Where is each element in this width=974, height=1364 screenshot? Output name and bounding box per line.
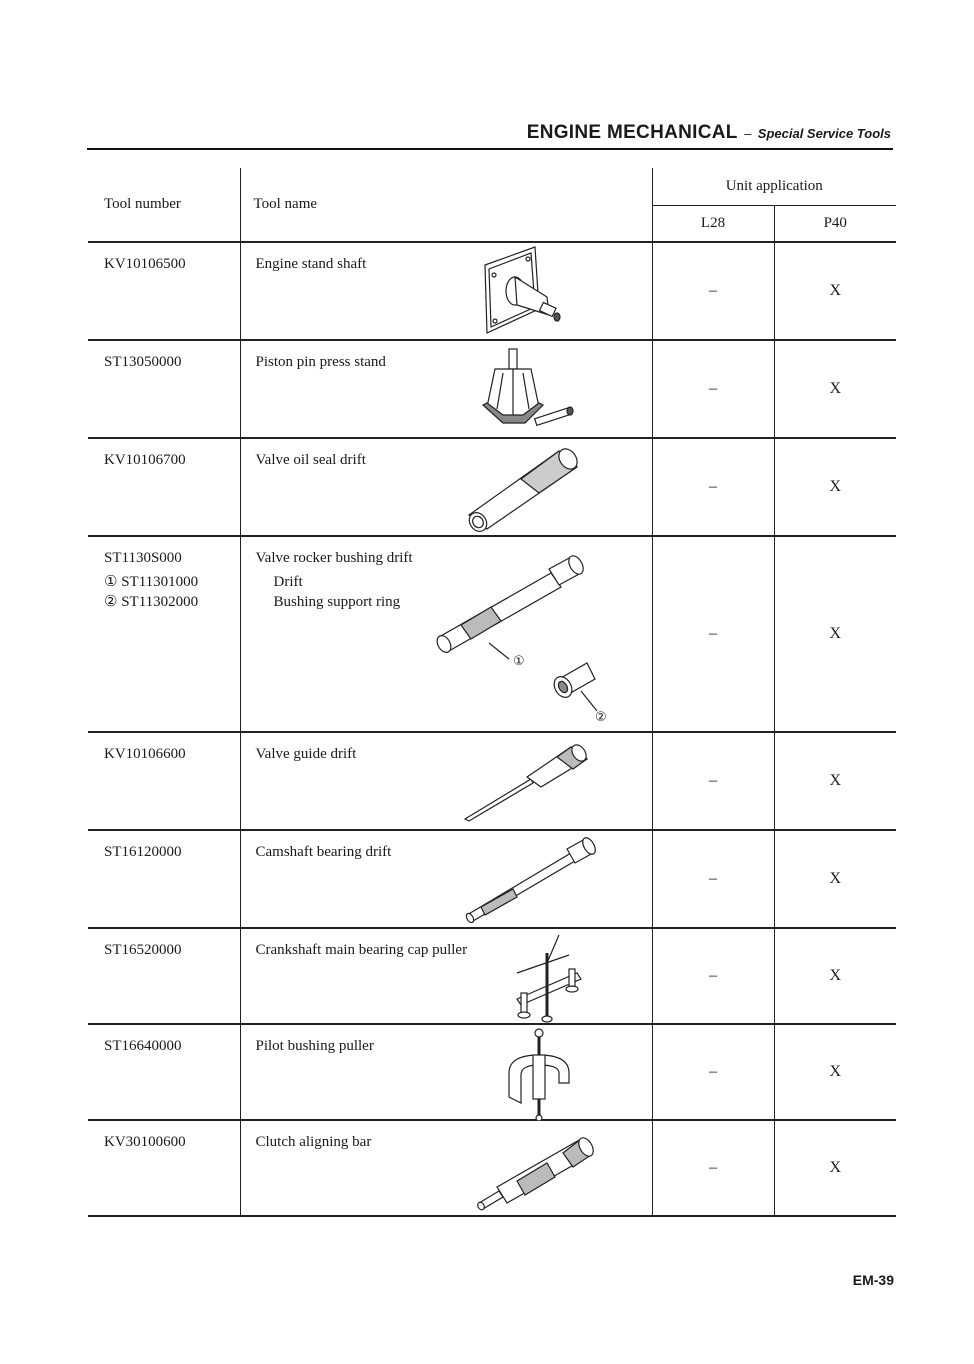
l28-value: –	[652, 438, 774, 536]
p40-value: X	[774, 928, 896, 1024]
valve-oil-seal-drift-drawing	[459, 445, 583, 533]
valve-rocker-bushing-drift-drawing	[431, 551, 621, 721]
valve-guide-drift-drawing	[461, 739, 601, 823]
tool-number: KV10106500	[88, 242, 240, 340]
section-title: ENGINE MECHANICAL	[526, 122, 738, 143]
camshaft-bearing-drift-drawing	[463, 835, 603, 923]
l28-value: –	[652, 1120, 774, 1216]
tool-name: Engine stand shaft	[255, 256, 367, 272]
table-row	[88, 1120, 896, 1216]
tool-name-cell	[240, 830, 652, 928]
l28-value: –	[652, 536, 774, 732]
tool-name: Camshaft bearing drift	[255, 844, 392, 860]
callout-1: ①	[512, 654, 525, 669]
table-row	[88, 830, 896, 928]
table-row	[88, 340, 896, 438]
col-header-p40: P40	[774, 206, 896, 243]
section-subtitle: Special Service Tools	[757, 126, 891, 141]
tool-name-cell	[240, 732, 652, 830]
sub-tool-number: ① ST11301000	[104, 574, 199, 590]
p40-value: X	[774, 1024, 896, 1120]
table-row	[88, 732, 896, 830]
pilot-bushing-puller-drawing	[499, 1027, 579, 1121]
tool-number: ST1130S000	[104, 550, 182, 566]
col-header-tool-number: Tool number	[88, 168, 240, 242]
tool-name-cell	[240, 928, 652, 1024]
tool-number: KV30100600	[88, 1120, 240, 1216]
col-header-unit-application: Unit application	[652, 168, 896, 206]
piston-pin-press-stand-drawing	[473, 347, 583, 433]
clutch-aligning-bar-drawing	[477, 1125, 601, 1211]
tool-number: ST16120000	[88, 830, 240, 928]
tool-number: ST16640000	[88, 1024, 240, 1120]
tool-name: Pilot bushing puller	[255, 1038, 374, 1054]
tool-name: Valve oil seal drift	[255, 452, 366, 468]
tool-name: Valve rocker bushing drift	[255, 550, 413, 566]
table-row	[88, 536, 896, 732]
sub-tool-name: Drift	[273, 574, 303, 590]
sub-tool-number: ② ST11302000	[104, 594, 199, 610]
header-rule	[87, 148, 893, 150]
tool-name: Clutch aligning bar	[255, 1134, 372, 1150]
header-separator: –	[744, 126, 752, 141]
engine-stand-shaft-drawing	[477, 245, 577, 337]
tool-name: Piston pin press stand	[255, 354, 386, 370]
p40-value: X	[774, 830, 896, 928]
l28-value: –	[652, 1024, 774, 1120]
l28-value: –	[652, 340, 774, 438]
tool-name-cell	[240, 1024, 652, 1120]
tool-name-cell	[240, 340, 652, 438]
sub-tool-name: Bushing support ring	[273, 594, 401, 610]
tool-number: ST13050000	[88, 340, 240, 438]
table-row	[88, 242, 896, 340]
tool-name: Valve guide drift	[255, 746, 357, 762]
col-header-l28: L28	[652, 206, 774, 243]
tool-name: Crankshaft main bearing cap puller	[255, 942, 468, 958]
tool-name-cell	[240, 1120, 652, 1216]
table-row	[88, 928, 896, 1024]
p40-value: X	[774, 438, 896, 536]
p40-value: X	[774, 1120, 896, 1216]
tool-number: KV10106700	[88, 438, 240, 536]
table-row	[88, 1024, 896, 1120]
tool-number: ST16520000	[88, 928, 240, 1024]
l28-value: –	[652, 830, 774, 928]
p40-value: X	[774, 340, 896, 438]
tool-name-cell	[240, 242, 652, 340]
tool-number: KV10106600	[88, 732, 240, 830]
table-row	[88, 438, 896, 536]
tool-number-cell	[88, 536, 240, 732]
col-header-tool-name: Tool name	[240, 168, 652, 242]
l28-value: –	[652, 928, 774, 1024]
p40-value: X	[774, 242, 896, 340]
tool-name-cell	[240, 438, 652, 536]
p40-value: X	[774, 536, 896, 732]
crankshaft-cap-puller-drawing	[507, 933, 597, 1023]
l28-value: –	[652, 732, 774, 830]
special-service-tools-table	[88, 168, 896, 1217]
page-header	[527, 122, 891, 144]
page-number: EM-39	[852, 1272, 894, 1288]
p40-value: X	[774, 732, 896, 830]
callout-2: ②	[594, 710, 607, 721]
l28-value: –	[652, 242, 774, 340]
tool-name-cell	[240, 536, 652, 732]
